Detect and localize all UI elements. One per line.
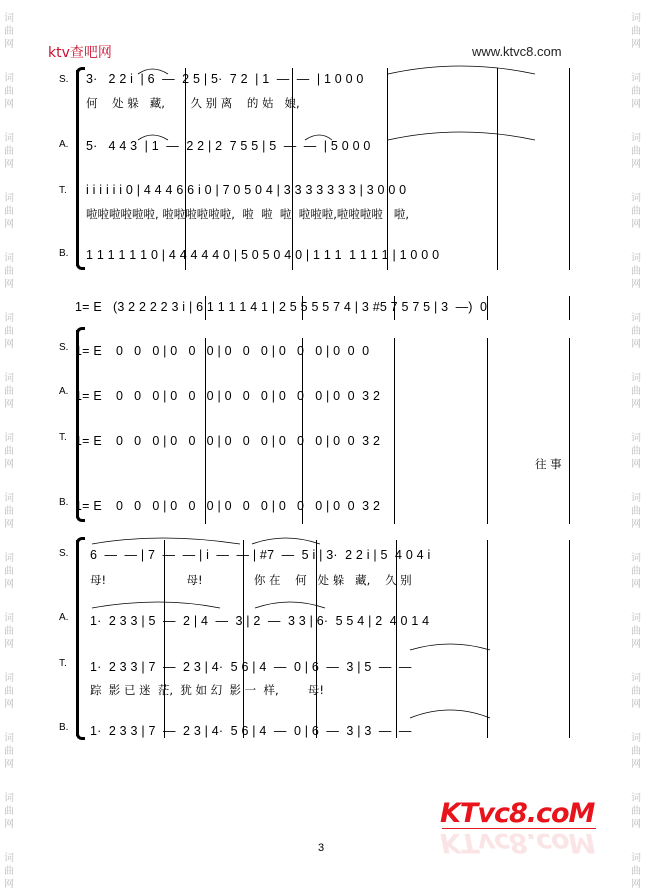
bass-notes: 0 0 0 | 0 0 0 | 0 0 0 | 0 0 0 | 0 0 3 2 xyxy=(116,499,381,513)
soprano-notes: 0 0 0 | 0 0 0 | 0 0 0 | 0 0 0 | 0 0 0 xyxy=(116,344,370,358)
barline xyxy=(569,540,570,738)
soprano-lyrics: 母! 母! 你 在 何 处 躲 藏, 久 别 xyxy=(90,573,412,587)
page-number: 3 xyxy=(318,842,325,854)
soprano-key: 1= E xyxy=(75,344,102,358)
barline xyxy=(302,338,303,524)
bass-key: 1= E xyxy=(75,499,102,513)
voice-label-bass: B. xyxy=(59,497,69,508)
watermark-glyph-group: 词 曲 网 xyxy=(631,793,641,830)
bass-notes: 1· 2 3 3 | 7 — 2 3 | 4· 5 6 | 4 — 0 | 6 — 3 | 3 — — xyxy=(90,724,412,738)
barline xyxy=(569,296,570,320)
voice-label-alto: A. xyxy=(59,612,69,623)
site-url[interactable]: www.ktvc8.com xyxy=(472,44,562,59)
ktv-logo xyxy=(440,798,600,878)
barline xyxy=(164,540,165,738)
watermark-glyph-group: 词 曲 网 xyxy=(631,433,641,470)
watermark-glyph-group: 词 曲 网 xyxy=(4,733,14,770)
watermark-glyph-group: 词 曲 网 xyxy=(4,133,14,170)
voice-label-alto: A. xyxy=(59,139,69,150)
barline xyxy=(487,338,488,524)
soprano-notes: 6 — — | 7 — — | i — — | #7 — 5 i | 3· 2 2 i | 5 4 0 4 i xyxy=(90,548,431,562)
barline xyxy=(569,338,570,524)
watermark-glyph-group: 词 曲 网 xyxy=(631,553,641,590)
watermark-glyph-group: 词 曲 网 xyxy=(631,13,641,50)
voice-label-tenor: T. xyxy=(59,185,67,196)
watermark-glyph-group: 词 曲 网 xyxy=(631,193,641,230)
watermark-glyph-group: 词 曲 网 xyxy=(4,493,14,530)
voice-label-soprano: S. xyxy=(59,548,69,559)
barline xyxy=(292,68,293,270)
barline xyxy=(394,338,395,524)
voice-label-alto: A. xyxy=(59,386,69,397)
site-name[interactable]: ktv查吧网 xyxy=(48,45,112,61)
watermark-glyph-group: 词 曲 网 xyxy=(631,613,641,650)
barline xyxy=(205,296,206,320)
system-2-bracket-top xyxy=(76,327,85,336)
tenor-lyrics: 啦啦啦啦啦啦, 啦啦啦啦啦啦, 啦 啦 啦 啦啦啦,啦啦啦啦 啦, xyxy=(86,207,409,221)
tenor-notes: 0 0 0 | 0 0 0 | 0 0 0 | 0 0 0 | 0 0 3 2 xyxy=(116,434,381,448)
watermark-left xyxy=(2,0,16,891)
barline xyxy=(487,296,488,320)
tenor-lyrics: 踪 影 已 迷 茫, 犹 如 幻 影 一 样, 母! xyxy=(90,683,324,697)
watermark-glyph-group: 词 曲 网 xyxy=(631,253,641,290)
barline xyxy=(243,540,244,738)
watermark-glyph-group: 词 曲 网 xyxy=(4,73,14,110)
watermark-glyph-group: 词 曲 网 xyxy=(631,673,641,710)
watermark-right xyxy=(629,0,643,891)
watermark-glyph-group: 词 曲 网 xyxy=(4,853,14,890)
voice-label-soprano: S. xyxy=(59,342,69,353)
watermark-glyph-group: 词 曲 网 xyxy=(4,373,14,410)
watermark-glyph-group: 词 曲 网 xyxy=(631,733,641,770)
watermark-glyph-group: 词 曲 网 xyxy=(4,433,14,470)
watermark-glyph-group: 词 曲 网 xyxy=(4,673,14,710)
tenor-notes: i i i i i i 0 | 4 4 4 6 6 i 0 | 7 0 5 0 4 | 3 3 3 3 3 3 3 | 3 0 0 0 xyxy=(86,183,407,197)
system-3-brace xyxy=(76,540,79,736)
system-1-bracket-bottom xyxy=(76,261,85,270)
voice-label-tenor: T. xyxy=(59,658,67,669)
watermark-glyph-group: 词 曲 网 xyxy=(631,373,641,410)
intro-notes: (3 2 2 2 2 3 i | 6 1 1 1 1 4 1 | 2 5 5 5 5 7 4 | 3 #5 7 5 7 5 | 3 —) 0 xyxy=(113,300,488,314)
watermark-glyph-group: 词 曲 网 xyxy=(4,253,14,290)
bass-notes: 1 1 1 1 1 1 0 | 4 4 4 4 4 0 | 5 0 5 0 4 0 | 1 1 1 1 1 1 1 | 1 0 0 0 xyxy=(86,248,440,262)
logo-text: KTvc8.coM xyxy=(440,798,595,829)
barline xyxy=(387,68,388,270)
watermark-glyph-group: 词 曲 网 xyxy=(4,793,14,830)
soprano-lyrics: 何 处 躲 藏, 久 别 离 的 姑 娘, xyxy=(86,96,300,110)
voice-label-tenor: T. xyxy=(59,432,67,443)
logo-reflection: KTvc8.coM xyxy=(440,827,595,858)
alto-notes: 0 0 0 | 0 0 0 | 0 0 0 | 0 0 0 | 0 0 3 2 xyxy=(116,389,381,403)
watermark-glyph-group: 词 曲 网 xyxy=(4,313,14,350)
system-1-ties xyxy=(80,60,580,230)
voice-label-bass: B. xyxy=(59,248,69,259)
barline xyxy=(302,296,303,320)
alto-key: 1= E xyxy=(75,389,102,403)
system-3-bracket-bottom xyxy=(76,731,85,740)
barline xyxy=(394,296,395,320)
watermark-glyph-group: 词 曲 网 xyxy=(631,73,641,110)
voice-label-soprano: S. xyxy=(59,74,69,85)
watermark-glyph-group: 词 曲 网 xyxy=(4,613,14,650)
watermark-glyph-group: 词 曲 网 xyxy=(631,853,641,890)
watermark-glyph-group: 词 曲 网 xyxy=(4,193,14,230)
barline xyxy=(205,338,206,524)
system-1-brace xyxy=(76,70,79,266)
soprano-notes: 3· 2 2 i | 6 — 2 5 | 5· 7 2 | 1 — — | 1 0 0 0 xyxy=(86,72,364,86)
intro-key: 1= E xyxy=(75,300,102,314)
barline xyxy=(316,540,317,738)
barline xyxy=(396,540,397,738)
system-3-ties xyxy=(80,530,580,730)
barline xyxy=(487,540,488,738)
watermark-glyph-group: 词 曲 网 xyxy=(4,13,14,50)
watermark-glyph-group: 词 曲 网 xyxy=(631,493,641,530)
tenor-lyrics: 往 事 xyxy=(535,457,562,471)
barline xyxy=(185,68,186,270)
voice-label-bass: B. xyxy=(59,722,69,733)
watermark-glyph-group: 词 曲 网 xyxy=(631,313,641,350)
system-2-bracket-bottom xyxy=(76,513,85,522)
barline xyxy=(497,68,498,270)
system-2-brace xyxy=(76,330,79,518)
watermark-glyph-group: 词 曲 网 xyxy=(4,553,14,590)
watermark-glyph-group: 词 曲 网 xyxy=(631,133,641,170)
barline xyxy=(569,68,570,270)
alto-notes: 5· 4 4 3 | 1 — 2 2 | 2 7 5 5 | 5 — — | 5 0 0 0 xyxy=(86,139,371,153)
tenor-notes: 1· 2 3 3 | 7 — 2 3 | 4· 5 6 | 4 — 0 | 6 — 3 | 5 — — xyxy=(90,660,412,674)
alto-notes: 1· 2 3 3 | 5 — 2 | 4 — 3 | 2 — 3 3 | 6· 5 5 4 | 2 4 0 1 4 xyxy=(90,614,430,628)
tenor-key: 1= E xyxy=(75,434,102,448)
